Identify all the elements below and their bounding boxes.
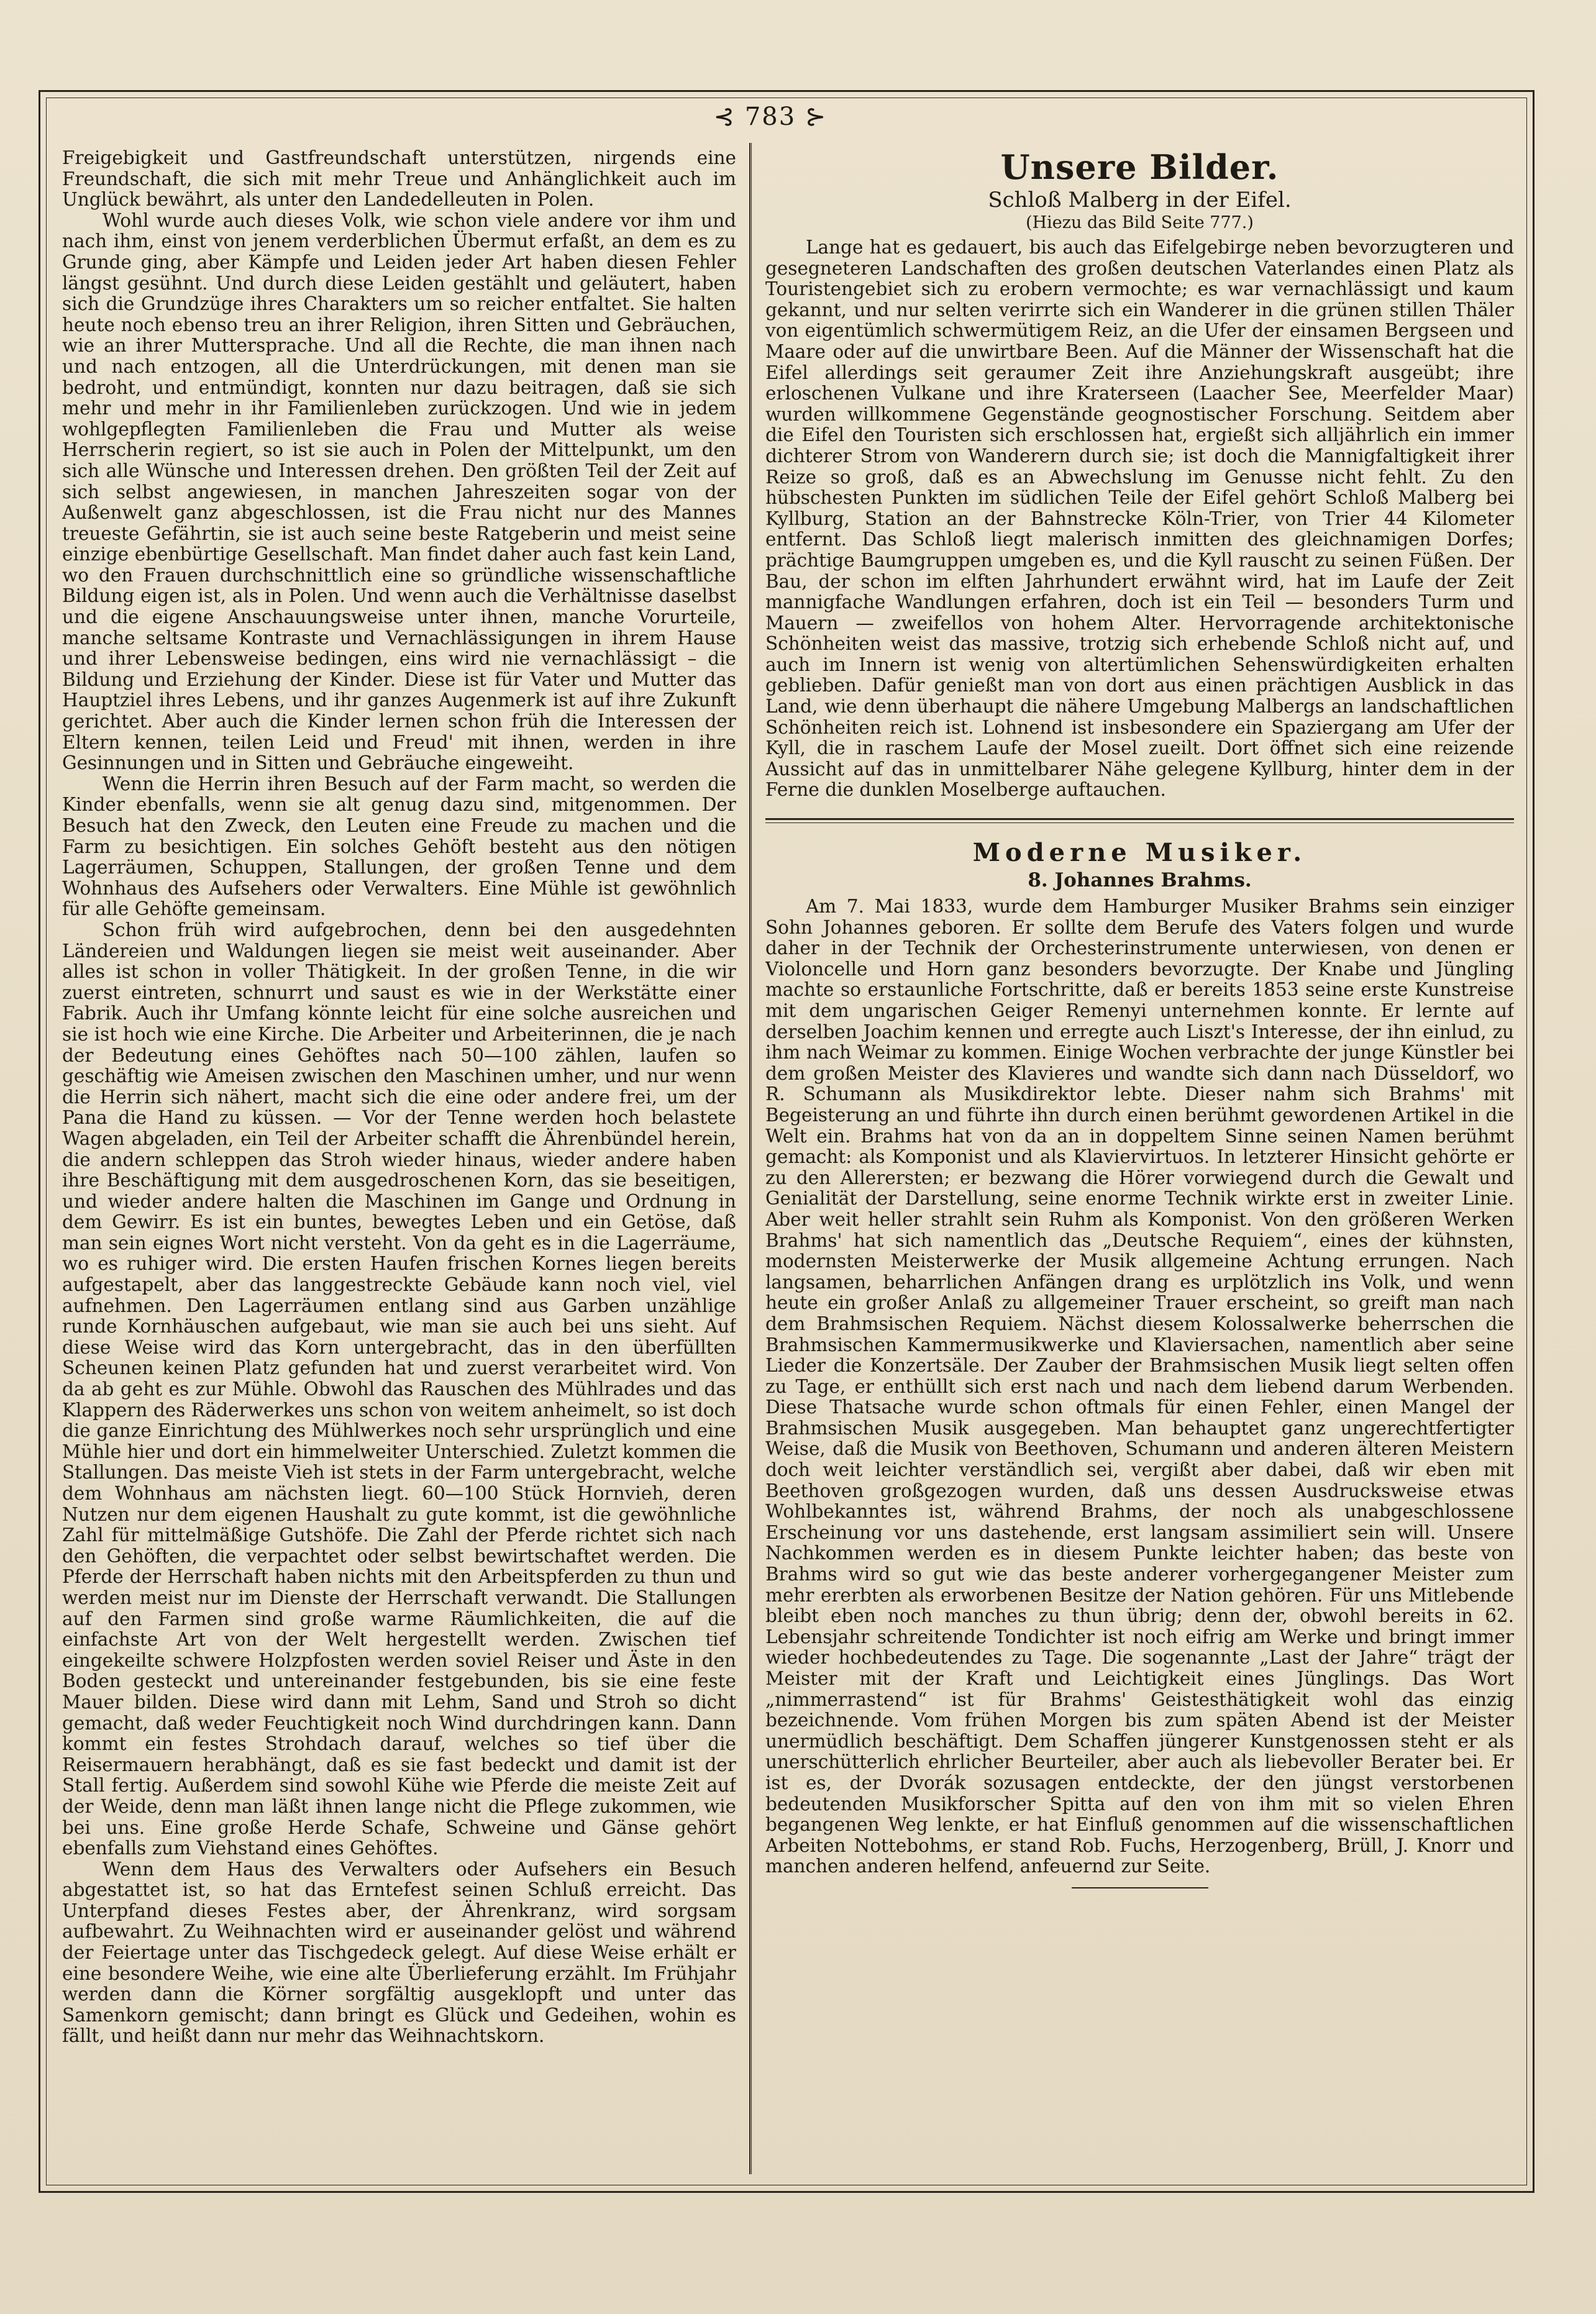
paragraph: Am 7. Mai 1833, wurde dem Hamburger Musiker Brahms sein einziger Sohn Johannes geboren. Er sollte dem Berufe des Vaters folgen und wurde daher in der Technik der Orchesterinstrumente unterwiesen, von denen er Violoncelle und Horn ganz besonders bevorzugte. Der Knabe und Jüngling machte so erstaunliche Fortschritte, daß er bereits 1853 seine erste Kunstreise mit dem ungarischen Geiger Remenyi unternehmen konnte. Er lernte auf derselben Joachim kennen und erregte auch Liszt's Interesse, der ihn einlud, zu ihm nach Weimar zu kommen. Einige Wochen verbrachte der junge Künstler bei dem großen Meister des Klavieres und wandte sich dann nach Düsseldorf, wo R. Schumann als Musikdirektor lebte. Dieser nahm sich Brahms' mit Begeisterung an und führte ihn durch einen berühmt gewordenen Artikel in die Welt ein. Brahms hat von da an in doppeltem Sinne seinen Namen berühmt gemacht: als Komponist und als Klaviervirtuos. In letzterer Hinsicht gehörte er zu den Allerersten; er bezwang die Hörer vorwiegend durch die Gewalt und Genialität der Darstellung, seine enorme Technik wirkte erst in zweiter Linie. Aber weit heller strahlt sein Ruhm als Komponist. Von den größeren Werken Brahms' hat sich namentlich das „Deutsche Requiem“, eines der kühnsten, modernsten Meisterwerke der Musik allgemeine Achtung errungen. Nach langsamen, beharrlichen Anfängen drang es urplötzlich ins Volk, und wenn heute ein großer Anlaß zu allgemeiner Trauer erscheint, so greift man nach dem Brahmsischen Requiem. Nächst diesem Kolossalwerke beherrschen die Brahmsischen Kammermusikwerke und Klaviersachen, namentlich aber seine Lieder die Konzertsäle. Der Zauber der Brahmsischen Musik liegt selten offen zu Tage, er enthüllt sich erst nach und nach dem liebend darum Werbenden. Diese Thatsache wurde schon oftmals für einen Fehler, einen Mangel der Brahmsischen Musik ausgegeben. Man behauptet ganz ungerechtfertigter Weise, daß die Musik von Beethoven, Schumann und anderen älteren Meistern doch weit leichter verständlich sei, vergißt aber dabei, daß wir eben mit Beethoven großgezogen wurden, daß uns dessen Ausdrucksweise etwas Wohlbekanntes ist, während Brahms, der noch als unabgeschlossene Erscheinung vor uns dastehende, erst langsam assimiliert sein will. Unsere Nachkommen werden es in diesem Punkte leichter haben; das beste von Brahms wird so gut wie das beste anderer vorhergegangener Meister zum mehr ererbten als erworbenen Besitze der Nation gehören. Für uns Mitlebende bleibt eben noch manches zu thun übrig; denn der, obwohl bereits in 62. Lebensjahr schreitende Tondichter ist noch eifrig am Werke und bringt immer wieder hochbedeutendes zu Tage. Die sogenannte „Last der Jahre“ trägt der Meister mit der Kraft und Leichtigkeit eines Jünglings. Das Wort „nimmerrastend“ ist für Brahms' Geistesthätigkeit wohl das einzig bezeichnende. Vom frühen Morgen bis zum späten Abend ist der Meister unermüdlich beschäftigt. Dem Schaffen jüngerer Kunstgenossen steht er als unerschütterlich ehrlicher Beurteiler, aber auch als liebevoller Berater bei. Er ist es, der Dvorák sozusagen entdeckte, der den jüngst verstorbenen bedeutenden Musikforscher Spitta auf den von ihm mit so vielen Ehren begangenen Weg lenkte, er hat Einfluß genommen auf die wissenschaftlichen Arbeiten Nottebohms, er stand Rob. Fuchs, Herzogenberg, Brüll, J. Knorr und manchen anderen helfend, anfeuernd zur Seite. bbox=[765, 896, 1514, 1877]
end-rule bbox=[1072, 1887, 1208, 1888]
section-title: Moderne Musiker. bbox=[972, 838, 1307, 868]
paragraph: Wenn die Herrin ihren Besuch auf der Farm macht, so werden die Kinder ebenfalls, wenn sie alt genug dazu sind, mitgenommen. Der Besuch hat den Zweck, den Leuten eine Freude zu machen und die Farm zu besichtigen. Ein solches Gehöft besteht aus den nötigen Lagerräumen, Schuppen, Stallungen, der großen Tenne und dem Wohnhaus des Aufsehers oder Verwalters. Eine Mühle ist gewöhnlich für alle Gehöfte gemeinsam. bbox=[62, 773, 736, 920]
left-column bbox=[62, 148, 736, 2173]
paragraph: Schon früh wird aufgebrochen, denn bei den ausgedehnten Ländereien und Waldungen liegen sie meist weit auseinander. Aber alles ist schon in voller Thätigkeit. In der großen Tenne, in die wir zuerst eintreten, schnurrt und saust es wie in der Werkstätte einer Fabrik. Auch ihr Umfang könnte leicht für eine solche ausreichen und sie ist hoch wie eine Kirche. Die Arbeiter und Arbeiterinnen, die je nach der Bedeutung eines Gehöftes nach 50—100 zählen, laufen so geschäftig wie Ameisen zwischen den Maschinen umher, und nur wenn die Herrin sich nähert, macht sich die eine oder andere frei, um der Pana die Hand zu küssen. — Vor der Tenne werden hoch belastete Wagen abgeladen, ein Teil der Arbeiter schafft die Ährenbündel herein, die andern schleppen das Stroh wieder hinaus, wieder andere haben ihre Beschäftigung mit dem ausgedroschenen Korn, das sie beseitigen, und wieder andere halten die Maschinen im Gange und Ordnung in dem Gewirr. Es ist ein buntes, bewegtes Leben und ein Getöse, daß man sein eignes Wort nicht versteht. Von da geht es in die Lagerräume, wo es ruhiger wird. Die ersten Haufen frischen Kornes liegen bereits aufgestapelt, aber das langgestreckte Gebäude kann noch viel, viel aufnehmen. Den Lagerräumen entlang sind aus Garben unzählige runde Kornhäuschen aufgebaut, wie man sie auch bei uns sieht. Auf diese Weise wird das Korn untergebracht, das in den überfüllten Scheunen keinen Platz gefunden hat und zuerst verarbeitet wird. Von da ab geht es zur Mühle. Obwohl das Rauschen des Mühlrades und das Klappern des Räderwerkes uns schon von weitem anheimelt, so ist doch die ganze Einrichtung des Mühlwerkes noch sehr ursprünglich und eine Mühle hier und dort ein himmelweiter Unterschied. Zuletzt kommen die Stallungen. Das meiste Vieh ist stets in der Farm untergebracht, welche dem Wohnhaus am nächsten liegt. 60—100 Stück Hornvieh, deren Nutzen nur dem eigenen Haushalt zu gute kommt, ist die gewöhnliche Zahl für mittelmäßige Gutshöfe. Die Zahl der Pferde richtet sich nach den Gehöften, die verpachtet oder selbst bewirtschaftet werden. Die Pferde der Herrschaft haben nichts mit den Arbeitspferden zu thun und werden meist nur im Dienste der Herrschaft verwandt. Die Stallungen auf den Farmen sind große warme Räumlichkeiten, die auf die einfachste Art von der Welt hergestellt werden. Zwischen tief eingekeilte schwere Holzpfosten werden soviel Reiser und Äste in den Boden gesteckt und untereinander festgebunden, bis sie eine feste Mauer bilden. Diese wird dann mit Lehm, Sand und Stroh so dicht gemacht, daß weder Feuchtigkeit noch Wind durchdringen kann. Dann kommt ein festes Strohdach darauf, welches so tief über die Reisermauern herabhängt, daß es sie fast bedeckt und damit ist der Stall fertig. Außerdem sind sowohl Kühe wie Pferde die meiste Zeit auf der Weide, denn man läßt ihnen lange nicht die Pflege zukommen, wie bei uns. Eine große Herde Schafe, Schweine und Gänse gehört ebenfalls zum Viehstand eines Gehöftes. bbox=[62, 919, 736, 1859]
section-moderne-musiker bbox=[765, 838, 1514, 1888]
section-unsere-bilder bbox=[765, 148, 1514, 801]
ornament-right-icon: ⊱ bbox=[805, 102, 828, 131]
paragraph: Freigebigkeit und Gastfreundschaft unterstützen, nirgends eine Freundschaft, die sich mit mehr Treue und Anhänglichkeit auch im Unglück bewährt, als unter den Landedelleuten in Polen. bbox=[62, 148, 736, 211]
column-divider bbox=[749, 143, 752, 2174]
page-number: ⊰ 783 ⊱ bbox=[713, 102, 828, 131]
right-column bbox=[765, 148, 1514, 2173]
section-subtitle: 8. Johannes Brahms. bbox=[1028, 869, 1252, 892]
section-subtitle: Schloß Malberg in der Eifel. bbox=[988, 188, 1292, 212]
paragraph: Wohl wurde auch dieses Volk, wie schon viele andere vor ihm und nach ihm, einst von jenem verderblichen Übermut erfaßt, an dem es zu Grunde ging, aber Kämpfe und Leiden jeder Art haben diesen Fehler längst gesühnt. Und durch diese Leiden gestählt und geläutert, haben sich die Grundzüge ihres Charakters um so reicher entfaltet. Sie halten heute noch ebenso treu an ihrer Religion, ihren Sitten und Gebräuchen, wie an ihrer Muttersprache. Und all die Rechte, die man ihnen nach und nach entzogen, all die Unterdrückungen, mit denen man sie bedroht, und entmündigt, konnten nur dazu beitragen, daß sie sich mehr und mehr in ihr Familienleben zurückzogen. Und wie in jedem wohlgepflegten Familienleben die Frau und Mutter als weise Herrscherin regiert, so ist sie auch in Polen der Mittelpunkt, um den sich alle Wünsche und Interessen drehen. Den größten Teil der Zeit auf sich selbst angewiesen, in manchen Jahreszeiten sogar von der Außenwelt ganz abgeschlossen, ist die Frau nicht nur des Mannes treueste Gefährtin, sie ist auch seine beste Ratgeberin und meist seine einzige ebenbürtige Gesellschaft. Man findet daher auch fast kein Land, wo den Frauen durchschnittlich eine so gründliche wissenschaftliche Bildung eigen ist, als in Polen. Und wenn auch die Verhältnisse daselbst und die eigene Anschauungsweise unter ihnen, manche Vorurteile, manche seltsame Kontraste und Vernachlässigungen in ihrem Hause und ihrer Lebensweise bedingen, eins wird nie vernachlässigt – die Bildung und Erziehung der Kinder. Diese ist für Vater und Mutter das Hauptziel ihres Lebens, und ihr ganzes Augenmerk ist auf ihre Zukunft gerichtet. Aber auch die Kinder lernen schon früh die Interessen der Eltern kennen, teilen Leid und Freud' mit ihnen, werden in ihre Gesinnungen und in Sitten und Gebräuche eingeweiht. bbox=[62, 209, 736, 774]
section-note: (Hiezu das Bild Seite 777.) bbox=[1026, 213, 1254, 232]
paragraph: Wenn dem Haus des Verwalters oder Aufsehers ein Besuch abgestattet ist, so hat das Erntefest seinen Schluß erreicht. Das Unterpfand dieses Festes aber, der Ährenkranz, wird sorgsam aufbewahrt. Zu Weihnachten wird er auseinander gelöst und während der Feiertage unter das Tischgedeck gelegt. Auf diese Weise erhält er eine besondere Weihe, wie eine alte Überlieferung erzählt. Im Frühjahr werden dann die Körner sorgfältig ausgeklopft und unter das Samenkorn gemischt; dann bringt es Glück und Gedeihen, wohin es fällt, und heißt dann nur mehr das Weihnachtskorn. bbox=[62, 1858, 736, 2047]
section-title: Unsere Bilder. bbox=[1000, 148, 1279, 187]
ornament-left-icon: ⊰ bbox=[713, 102, 736, 131]
paragraph: Lange hat es gedauert, bis auch das Eifelgebirge neben bevorzugteren und gesegneteren Landschaften des großen deutschen Vaterlandes einen Platz als Touristengebiet sich zu erobern vermochte; es war vernachlässigt und kaum gekannt, und nur selten verirrte sich ein Wanderer in die grünen stillen Thäler von eigentümlich schwermütigem Reiz, an die Ufer der einsamen Bergseen und Maare oder auf die unwirtbare Been. Auf die Männer der Wissenschaft hat die Eifel allerdings seit geraumer Zeit ihre Anziehungskraft ausgeübt; ihre erloschenen Vulkane und ihre Kraterseen (Laacher See, Meerfelder Maar) wurden willkommene Gegenstände geognostischer Forschung. Seitdem aber die Eifel den Touristen sich erschlossen hat, ergießt sich alljährlich ein immer dichterer Strom von Wanderern durch sie; ist doch die Mannigfaltigkeit ihrer Reize so groß, daß es an Abwechslung im Genusse nicht fehlt. Zu den hübschesten Punkten im südlichen Teile der Eifel gehört Schloß Malberg bei Kyllburg, Station an der Bahnstrecke Köln-Trier, von Trier 44 Kilometer entfernt. Das Schloß liegt malerisch inmitten des gleichnamigen Dorfes; prächtige Baumgruppen umgeben es, und die Kyll rauscht zu seinen Füßen. Der Bau, der schon im elften Jahrhundert erwähnt wird, hat im Laufe der Zeit mannigfache Wandlungen erfahren, doch ist ein Teil — besonders Turm und Mauern — zweifellos von hohem Alter. Hervorragende architektonische Schönheiten weist das massive, trotzig sich erhebende Schloß nicht auf, und auch im Innern ist wenig von altertümlichen Sehenswürdigkeiten erhalten geblieben. Dafür genießt man von dort aus einen prächtigen Ausblick in das Land, wie denn überhaupt die nähere Umgebung Malbergs an landschaftlichen Schönheiten reich ist. Lohnend ist insbesondere ein Spaziergang am Ufer der Kyll, die in raschem Laufe der Mosel zueilt. Dort öffnet sich eine reizende Aussicht auf das in unmittelbarer Nähe gelegene Kyllburg, hinter dem in der Ferne die dunklen Moselberge auftauchen. bbox=[765, 237, 1514, 801]
section-divider bbox=[765, 818, 1514, 823]
